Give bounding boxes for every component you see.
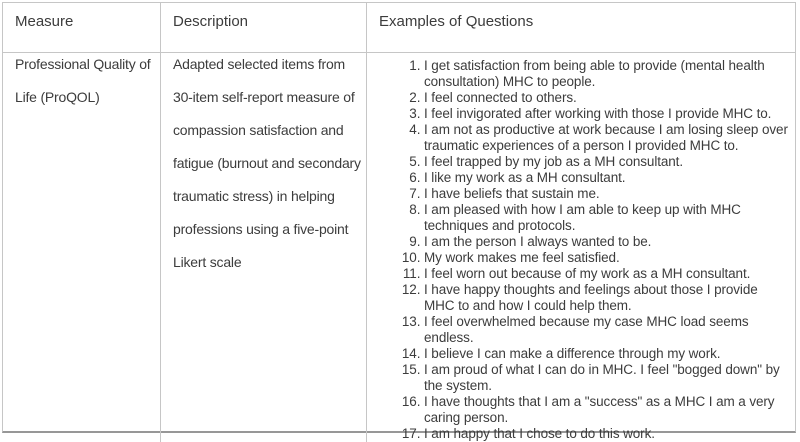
header-cell-measure bbox=[3, 3, 161, 53]
description-cell bbox=[161, 53, 367, 442]
header-label-description: Description bbox=[173, 13, 249, 30]
description-line: professions using a five-point bbox=[173, 221, 349, 237]
measure-line: Life (ProQOL) bbox=[15, 89, 100, 105]
question-item: 13. I feel overwhelmed because my case MHC load seems endless. bbox=[424, 314, 789, 346]
question-item: 11. I feel worn out because of my work as a MH consultant. bbox=[424, 266, 789, 282]
description-line: compassion satisfaction and bbox=[173, 122, 344, 138]
question-item: 6. I like my work as a MH consultant. bbox=[424, 170, 789, 186]
question-item: 12. I have happy thoughts and feelings about those I provide MHC to and how I could help them. bbox=[424, 282, 789, 314]
measure-line: Professional Quality of bbox=[15, 56, 151, 72]
description-line: traumatic stress) in helping bbox=[173, 188, 335, 204]
header-label-measure: Measure bbox=[15, 13, 74, 30]
question-item: 15. I am proud of what I can do in MHC. I feel "bogged down" by the system. bbox=[424, 362, 789, 394]
question-item: 14. I believe I can make a difference through my work. bbox=[424, 346, 789, 362]
question-item: 10. My work makes me feel satisfied. bbox=[424, 250, 789, 266]
description-line: Adapted selected items from bbox=[173, 56, 346, 72]
header-label-examples: Examples of Questions bbox=[379, 13, 534, 30]
questions-list bbox=[367, 58, 791, 442]
question-item: 3. I feel invigorated after working with those I provide MHC to. bbox=[424, 106, 789, 122]
questions-cell bbox=[367, 53, 795, 442]
question-item: 16. I have thoughts that I am a "success" as a MHC I am a very caring person. bbox=[424, 394, 789, 426]
question-item: 7. I have beliefs that sustain me. bbox=[424, 186, 789, 202]
measure-cell bbox=[3, 53, 161, 442]
question-item: 17. I am happy that I chose to do this work. bbox=[424, 426, 789, 442]
question-item: 4. I am not as productive at work because I am losing sleep over traumatic experiences of a person I provided MHC to. bbox=[424, 122, 789, 154]
question-item: 2. I feel connected to others. bbox=[424, 90, 789, 106]
description-text bbox=[173, 55, 361, 272]
description-line: 30-item self-report measure of bbox=[173, 89, 355, 105]
description-line: fatigue (burnout and secondary bbox=[173, 155, 361, 171]
measure-text bbox=[15, 55, 150, 107]
question-item: 9. I am the person I always wanted to be. bbox=[424, 234, 789, 250]
header-cell-description bbox=[161, 3, 367, 53]
question-item: 8. I am pleased with how I am able to keep up with MHC techniques and protocols. bbox=[424, 202, 789, 234]
question-item: 1. I get satisfaction from being able to provide (mental health consultation) MHC to people. bbox=[424, 58, 789, 90]
header-cell-examples bbox=[367, 3, 795, 53]
description-line: Likert scale bbox=[173, 254, 242, 270]
measures-table bbox=[2, 2, 796, 441]
question-item: 5. I feel trapped by my job as a MH consultant. bbox=[424, 154, 789, 170]
